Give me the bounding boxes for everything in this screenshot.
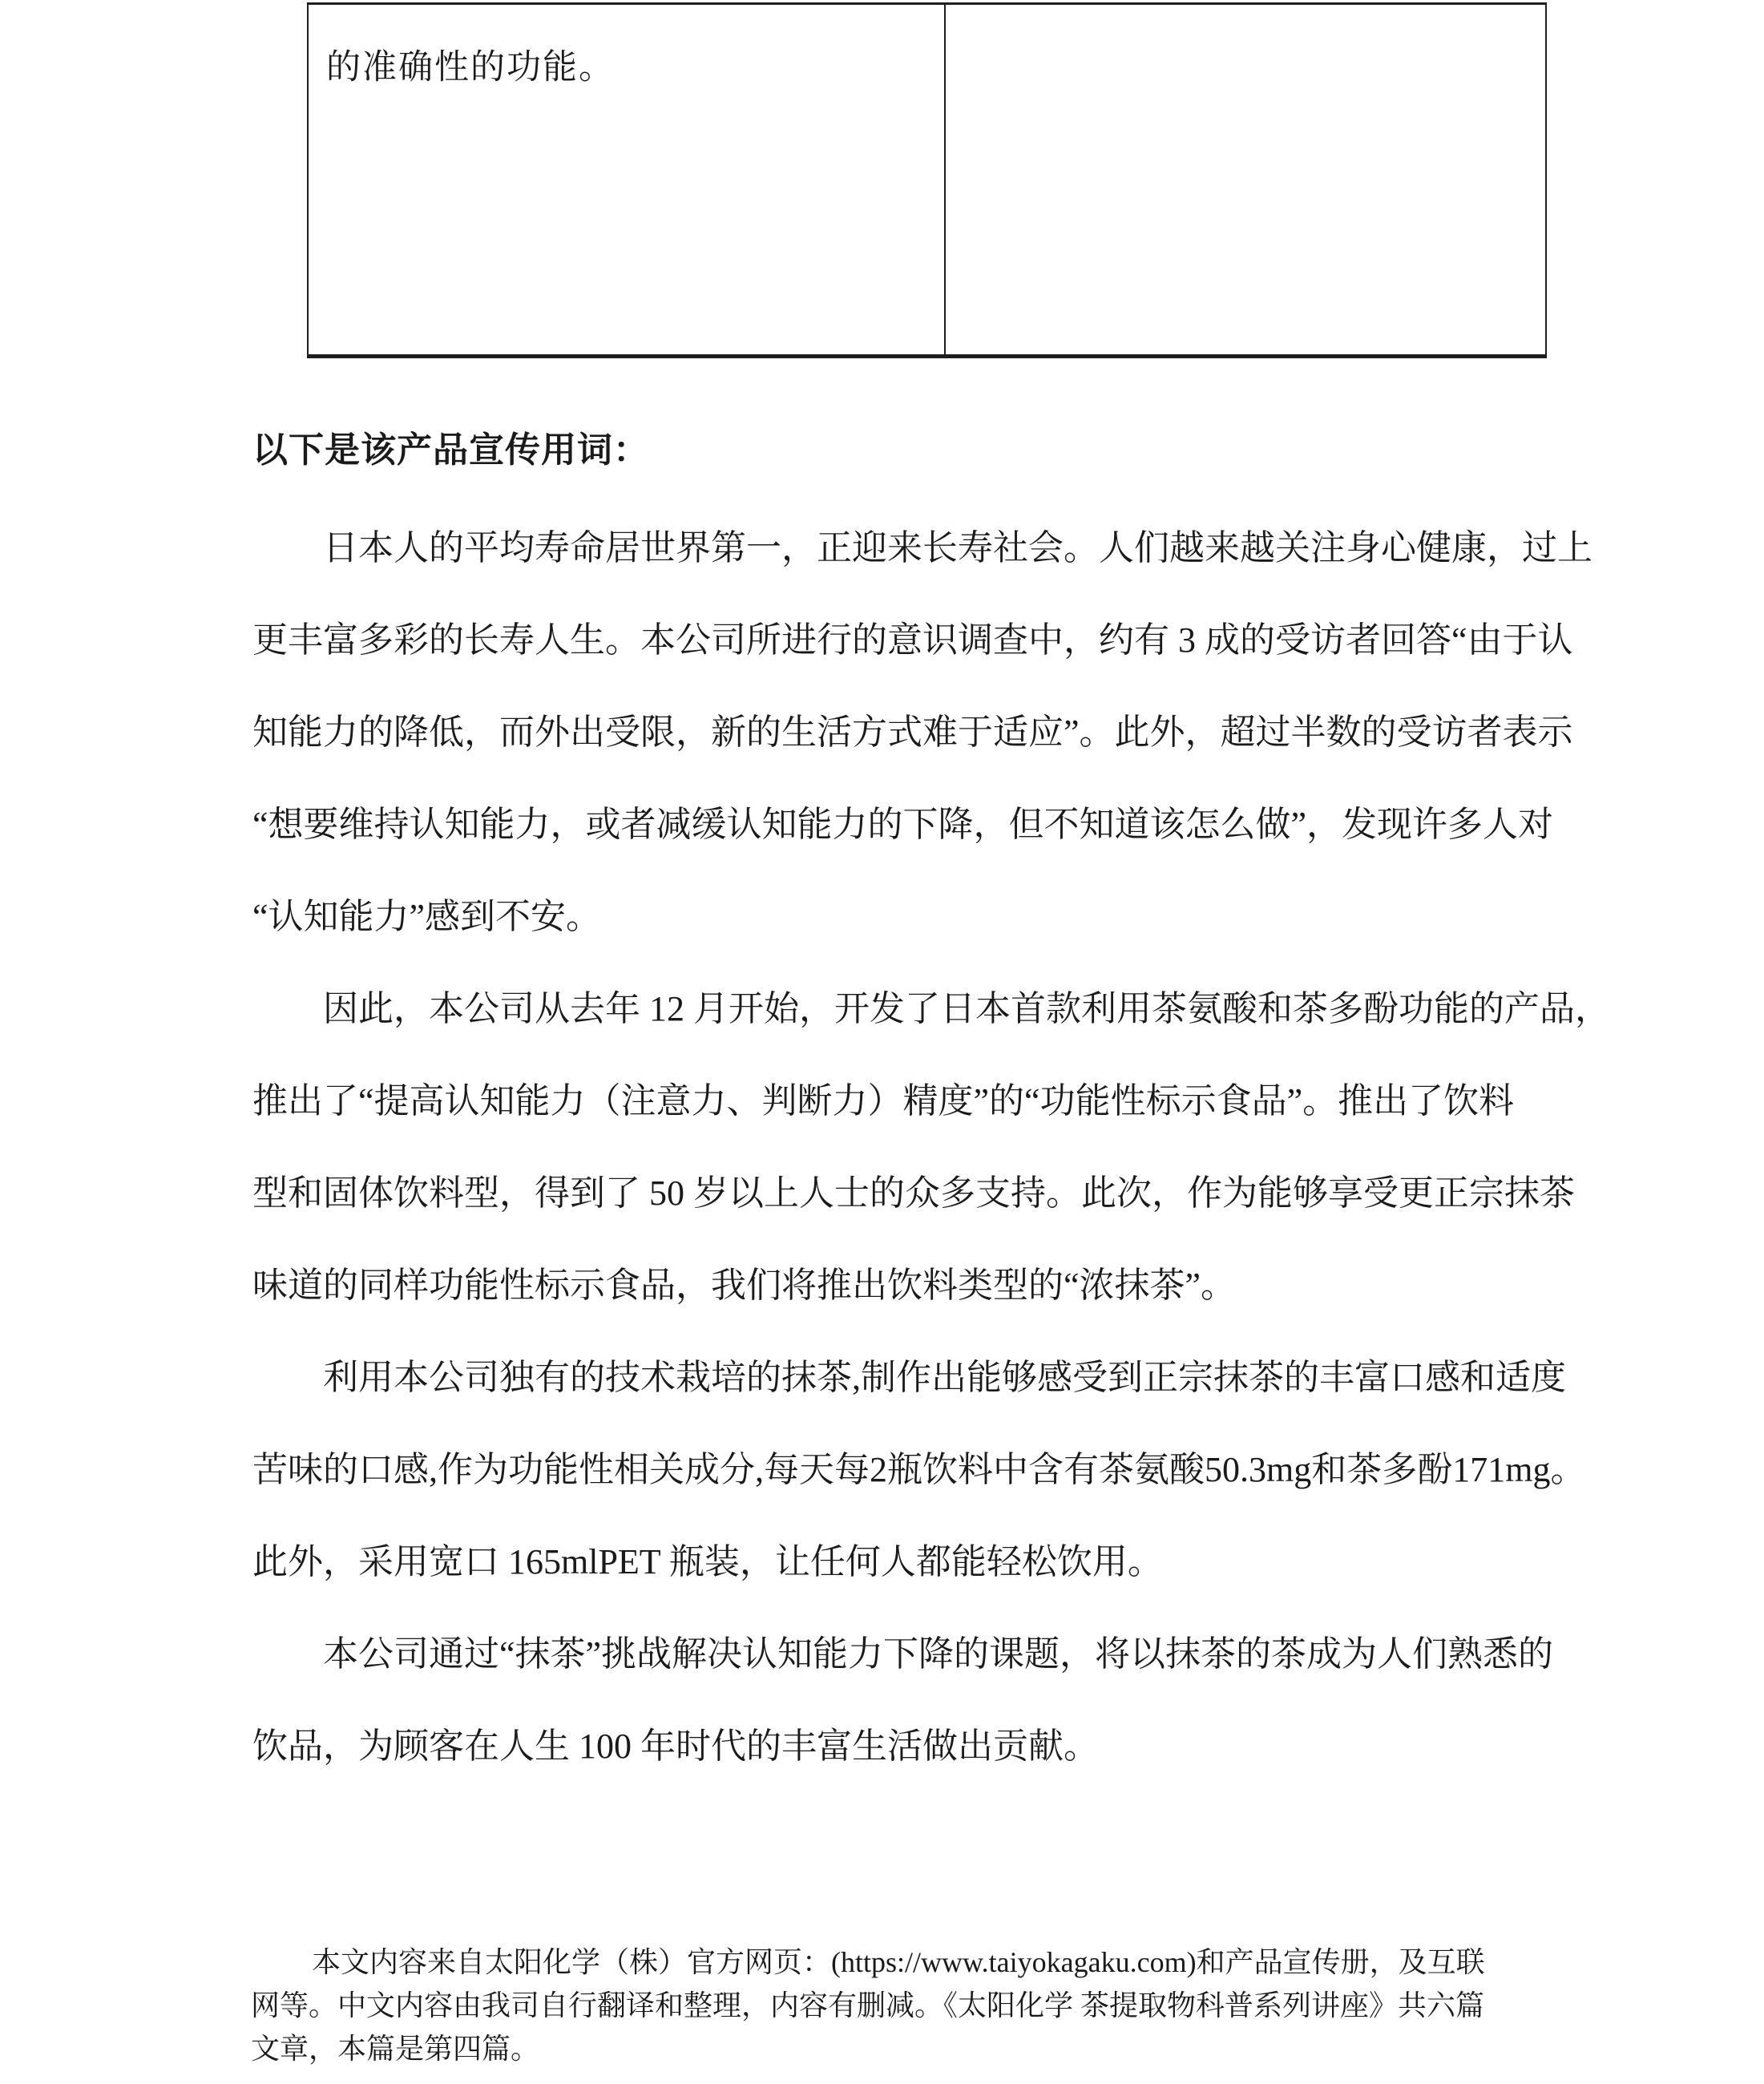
text-line: 网等。中文内容由我司自行翻译和整理，内容有删减。《太阳化学 茶提取物科普系列讲座》共六篇 xyxy=(251,1989,1485,2021)
text-line: “认知能力”感到不安。 xyxy=(252,897,602,936)
text-line: 利用本公司独有的技术栽培的抹茶,制作出能够感受到正宗抹茶的丰富口感和适度 xyxy=(323,1358,1566,1397)
table-cell-left xyxy=(309,5,946,354)
table-cell-text: 的准确性的功能。 xyxy=(326,49,615,87)
text-line: 文章，本篇是第四篇。 xyxy=(251,2033,540,2065)
text-line: 推出了“提高认知能力（注意力、判断力）精度”的“功能性标示食品”。推出了饮料 xyxy=(252,1081,1515,1121)
text-line: 饮品，为顾客在人生 100 年时代的丰富生活做出贡献。 xyxy=(252,1727,1099,1766)
table-cell-right xyxy=(946,5,1545,354)
text-line: 本文内容来自太阳化学（株）官方网页：(https://www.taiyokagaku.com)和产品宣传册，及互联 xyxy=(312,1946,1485,1978)
section-heading: 以下是该产品宣传用词： xyxy=(252,430,649,470)
text-line: 因此，本公司从去年 12 月开始，开发了日本首款利用茶氨酸和茶多酚功能的产品， xyxy=(323,989,1610,1028)
text-line: “想要维持认知能力，或者减缓认知能力的下降，但不知道该怎么做”，发现许多人对 xyxy=(252,805,1554,844)
text-line: 知能力的降低，而外出受限，新的生活方式难于适应”。此外，超过半数的受访者表示 xyxy=(252,713,1573,752)
text-line: 味道的同样功能性标示食品，我们将推出饮料类型的“浓抹茶”。 xyxy=(252,1266,1237,1305)
text-line: 日本人的平均寿命居世界第一，正迎来长寿社会。人们越来越关注身心健康，过上 xyxy=(323,528,1592,567)
body-text xyxy=(252,502,1615,1792)
text-line: 型和固体饮料型，得到了 50 岁以上人士的众多支持。此次，作为能够享受更正宗抹茶 xyxy=(252,1173,1575,1213)
text-line: 此外，采用宽口 165mlPET 瓶装，让任何人都能轻松饮用。 xyxy=(252,1542,1163,1581)
product-table xyxy=(307,2,1547,358)
text-line: 苦味的口感,作为功能性相关成分,每天每2瓶饮料中含有茶氨酸50.3mg和茶多酚171mg。 xyxy=(252,1450,1586,1489)
footer-note xyxy=(251,1941,1629,2070)
text-line: 更丰富多彩的长寿人生。本公司所进行的意识调查中，约有 3 成的受访者回答“由于认 xyxy=(252,620,1573,660)
text-line: 本公司通过“抹茶”挑战解决认知能力下降的课题，将以抹茶的茶成为人们熟悉的 xyxy=(323,1634,1554,1674)
